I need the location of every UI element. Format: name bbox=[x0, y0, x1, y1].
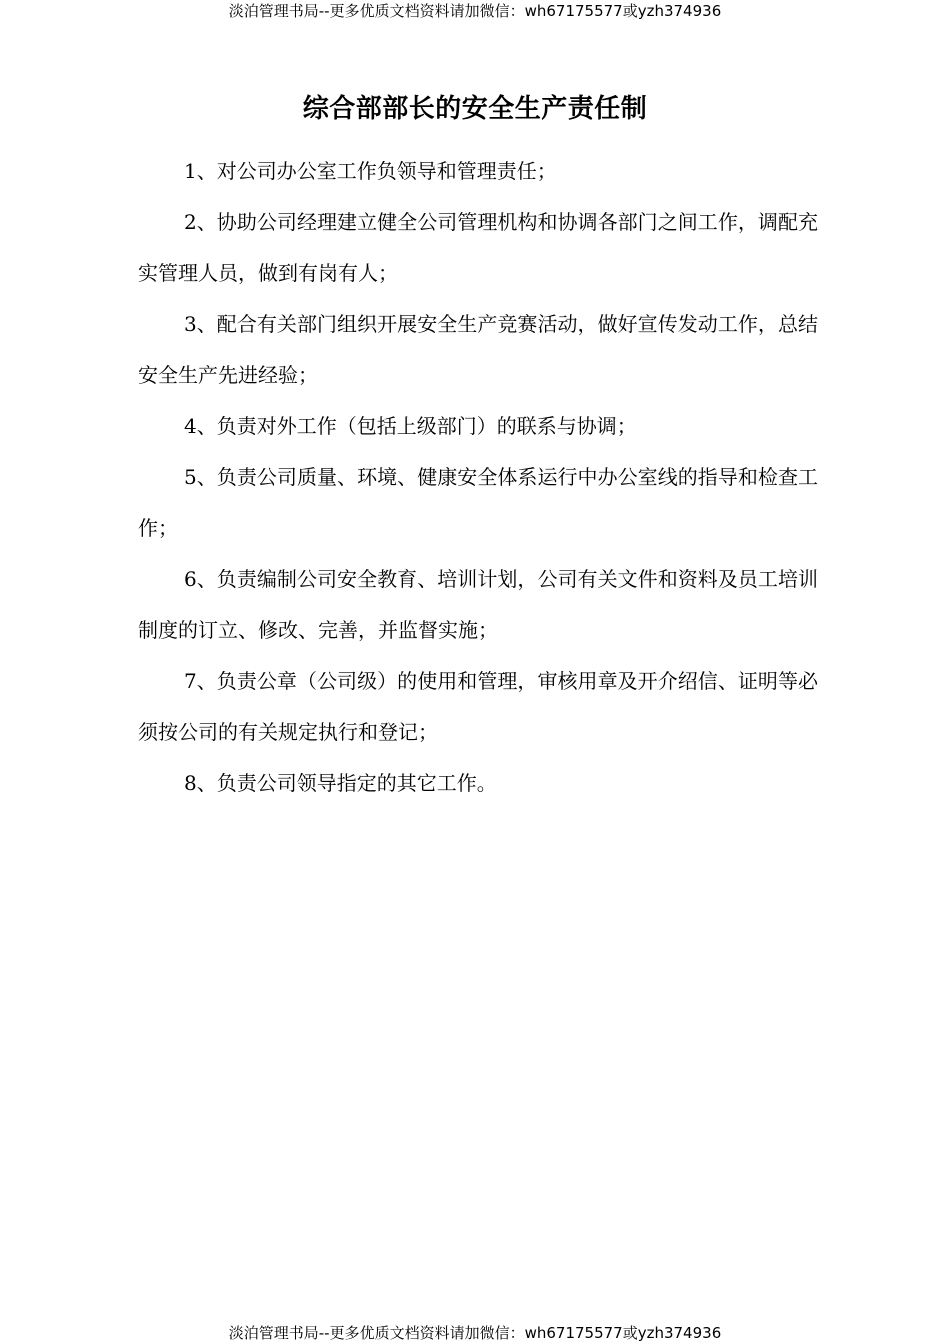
paragraph-item-6: 6、负责编制公司安全教育、培训计划，公司有关文件和资料及员工培训 制度的订立、修改、完善，并监督实施； bbox=[138, 567, 818, 642]
paragraph-item-2: 2、协助公司经理建立健全公司管理机构和协调各部门之间工作，调配充 实管理人员，做到有岗有人； bbox=[138, 210, 818, 285]
paragraph-item-8: 8、负责公司领导指定的其它工作。 bbox=[184, 771, 497, 795]
document-body bbox=[138, 146, 818, 809]
paragraph-item-4: 4、负责对外工作（包括上级部门）的联系与协调； bbox=[184, 414, 637, 438]
paragraph-item-5: 5、负责公司质量、环境、健康安全体系运行中办公室线的指导和检查工作； bbox=[138, 465, 818, 540]
paragraph-item-1: 1、对公司办公室工作负领导和管理责任； bbox=[184, 159, 557, 183]
page-footer: 淡泊管理书局--更多优质文档资料请加微信：wh67175577或yzh374936 bbox=[228, 1324, 722, 1342]
paragraph-item-3: 3、配合有关部门组织开展安全生产竞赛活动，做好宣传发动工作，总结 安全生产先进经验； bbox=[138, 312, 818, 387]
paragraph-item-7: 7、负责公章（公司级）的使用和管理，审核用章及开介绍信、证明等必 须按公司的有关规定执行和登记； bbox=[138, 669, 818, 744]
document-title: 综合部部长的安全生产责任制 bbox=[302, 94, 648, 124]
page-header: 淡泊管理书局--更多优质文档资料请加微信：wh67175577或yzh374936 bbox=[228, 2, 722, 20]
